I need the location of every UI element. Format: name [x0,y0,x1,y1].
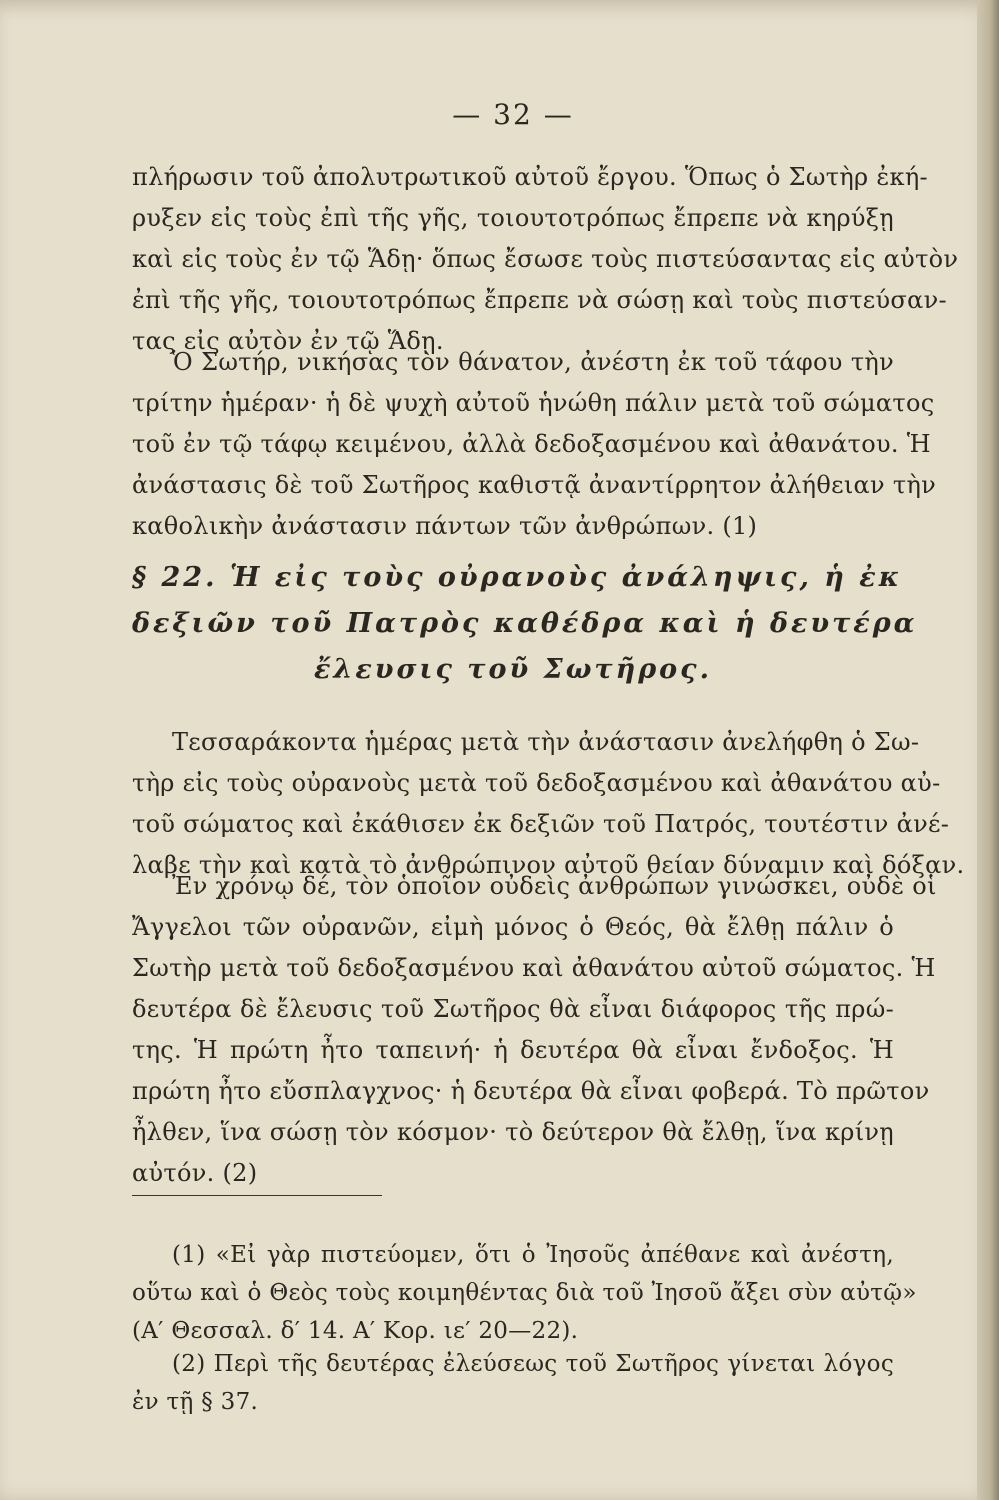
text-line: Τεσσαράκοντα ἡμέρας μετὰ τὴν ἀνάστασιν ἀνελήφθη ὁ Σω- [172,728,920,756]
heading-line: δεξιῶν τοῦ Πατρὸς καθέδρα καὶ ἡ δευτέρα [132,608,918,639]
text-line: αὐτόν. (2) [132,1159,258,1187]
paragraph-4 [132,866,937,1194]
text-line: ρυξεν εἰς τοὺς ἐπὶ τῆς γῆς, τοιουτοτρόπως ἔπρεπε νὰ κηρύξῃ [132,204,894,232]
paragraph-2 [132,342,937,547]
text-line: Σωτὴρ μετὰ τοῦ δεδοξασμένου καὶ ἀθανάτου αὐτοῦ σώματος. Ἡ [132,954,936,982]
text-line: Ἐν χρόνῳ δέ, τὸν ὁποῖον οὐδεὶς ἀνθρώπων γινώσκει, οὐδὲ οἱ [172,872,937,900]
heading-line: § 22. Ἡ εἰς τοὺς οὐρανοὺς ἀνάληψις, ἡ ἐκ [132,562,902,593]
footnote-line: (Α′ Θεσσαλ. δ′ 14. Α′ Κορ. ιε′ 20—22). [132,1318,579,1344]
text-line: καθολικὴν ἀνάστασιν πάντων τῶν ἀνθρώπων. (1) [132,512,758,540]
text-line: Ὁ Σωτήρ, νικήσας τὸν θάνατον, ἀνέστη ἐκ τοῦ τάφου τὴν [172,348,894,376]
footnote-2 [132,1345,894,1421]
section-heading [132,555,918,693]
text-line: τοῦ σώματος καὶ ἐκάθισεν ἐκ δεξιῶν τοῦ Πατρός, τουτέστιν ἀνέ- [132,810,950,838]
text-line: ἀνάστασις δὲ τοῦ Σωτῆρος καθιστᾷ ἀναντίρρητον ἀλήθειαν τὴν [132,471,937,499]
footnote-divider [132,1195,382,1196]
text-line: δευτέρα δὲ ἔλευσις τοῦ Σωτῆρος θὰ εἶναι διάφορος τῆς πρώ- [132,995,894,1023]
text-line: της. Ἡ πρώτη ἦτο ταπεινή· ἡ δευτέρα θὰ εἶναι ἔνδοξος. Ἡ [132,1036,894,1064]
text-line: τρίτην ἡμέραν· ἡ δὲ ψυχὴ αὐτοῦ ἡνώθη πάλιν μετὰ τοῦ σώματος [132,389,935,417]
text-line: καὶ εἰς τοὺς ἐν τῷ Ἅδῃ· ὅπως ἔσωσε τοὺς πιστεύσαντας εἰς αὐτὸν [132,245,959,273]
footnote-line: ἐν τῇ § 37. [132,1389,259,1415]
heading-line: ἔλευσις τοῦ Σωτῆρος. [313,654,712,685]
footnote-line: οὕτω καὶ ὁ Θεὸς τοὺς κοιμηθέντας διὰ τοῦ Ἰησοῦ ἄξει σὺν αὐτῷ» [132,1280,917,1306]
footnote-line: (2) Περὶ τῆς δευτέρας ἐλεύσεως τοῦ Σωτῆρος γίνεται λόγος [172,1351,894,1377]
text-line: λαβε τὴν καὶ κατὰ τὸ ἀνθρώπινον αὐτοῦ θείαν δύναμιν καὶ δόξαν. [132,851,965,879]
text-line: ἦλθεν, ἵνα σώσῃ τὸν κόσμον· τὸ δεύτερον θὰ ἔλθῃ, ἵνα κρίνῃ [132,1118,894,1146]
footnote-line: (1) «Εἰ γὰρ πιστεύομεν, ὅτι ὁ Ἰησοῦς ἀπέθανε καὶ ἀνέστη, [172,1242,894,1268]
text-line: πλήρωσιν τοῦ ἀπολυτρωτικοῦ αὐτοῦ ἔργου. Ὅπως ὁ Σωτὴρ ἐκή- [132,163,928,191]
page-edge [977,0,999,1500]
text-line: ἐπὶ τῆς γῆς, τοιουτοτρόπως ἔπρεπε νὰ σώσῃ καὶ τοὺς πιστεύσαν- [132,286,947,314]
text-line: πρώτη ἦτο εὔσπλαγχνος· ἡ δευτέρα θὰ εἶναι φοβερά. Τὸ πρῶτον [132,1077,930,1105]
footnote-1 [132,1236,917,1350]
text-line: Ἄγγελοι τῶν οὐρανῶν, εἰμὴ μόνος ὁ Θεός, θὰ ἔλθῃ πάλιν ὁ [132,913,894,941]
text-line: τὴρ εἰς τοὺς οὐρανοὺς μετὰ τοῦ δεδοξασμένου καὶ ἀθανάτου αὐ- [132,769,941,797]
text-line: τοῦ ἐν τῷ τάφῳ κειμένου, ἀλλὰ δεδοξασμένου καὶ ἀθανάτου. Ἡ [132,430,931,458]
paragraph-1 [132,157,959,362]
page-number: — 32 — [452,98,574,131]
text-line: τας εἰς αὐτὸν ἐν τῷ Ἅδῃ. [132,327,444,355]
